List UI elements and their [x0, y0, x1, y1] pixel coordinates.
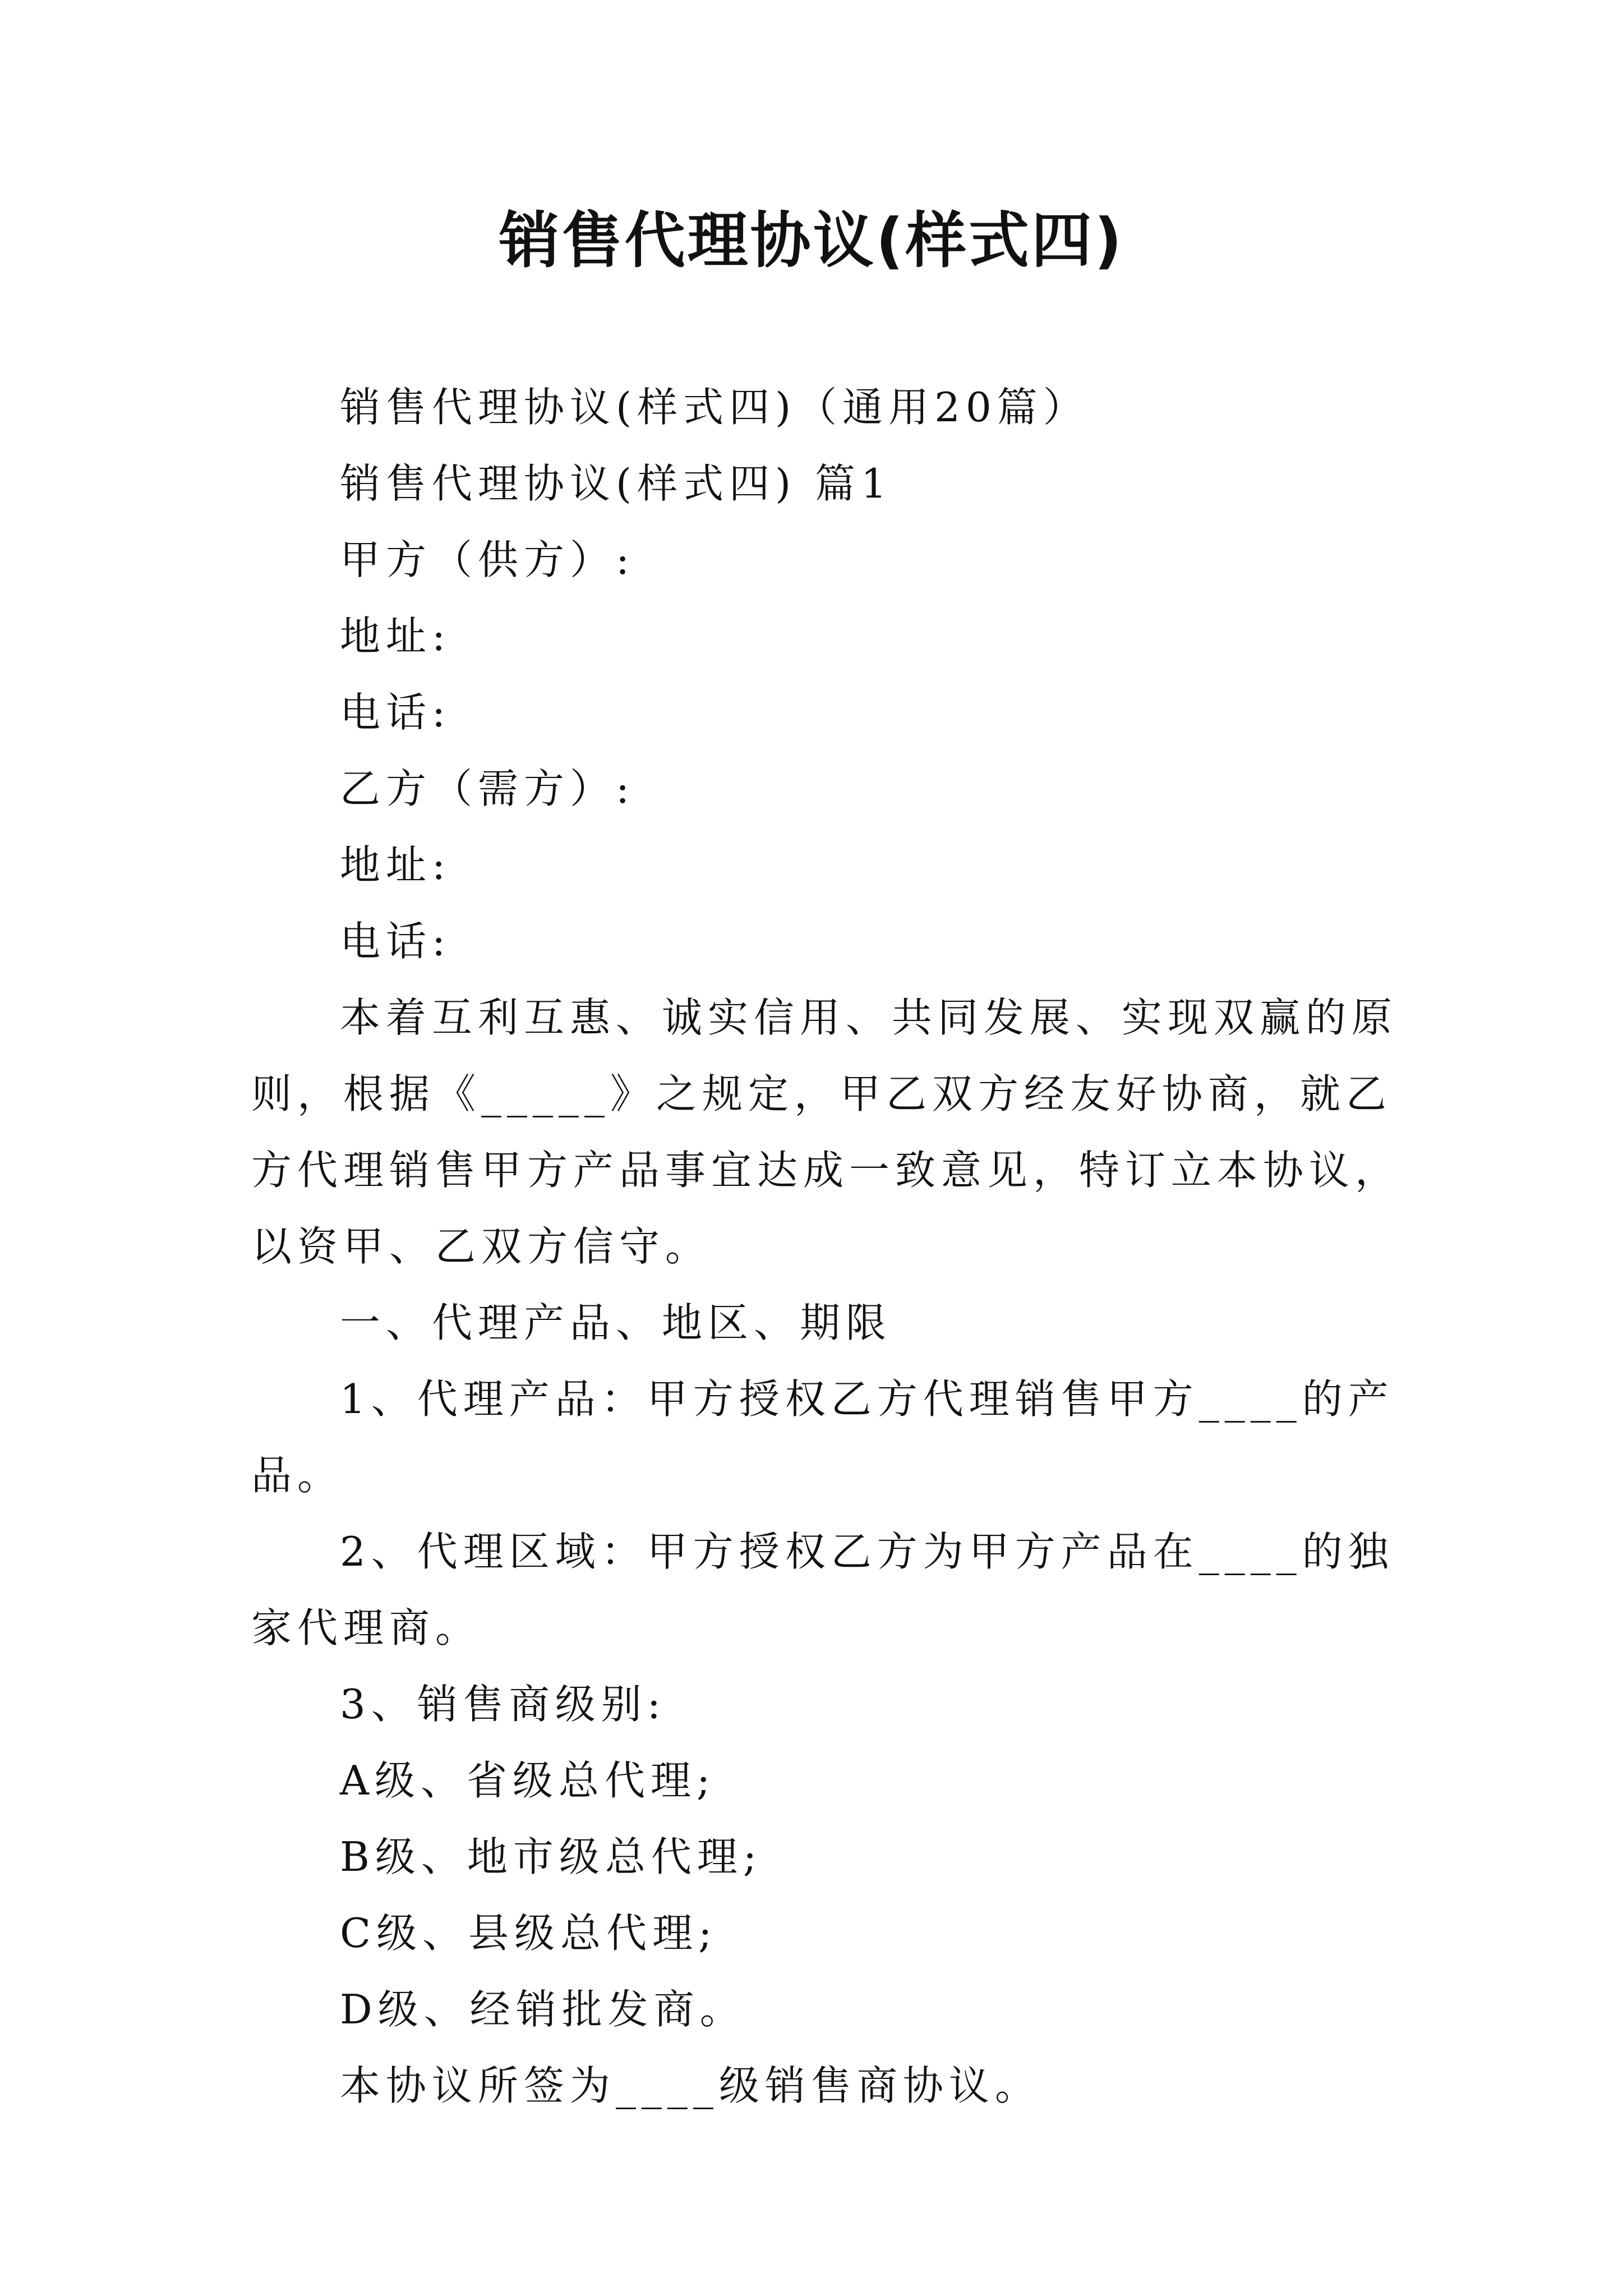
- section-heading: 销售代理协议(样式四) 篇1: [340, 460, 892, 507]
- party-b-phone: 电话:: [340, 918, 451, 965]
- document-body: [251, 369, 1401, 2124]
- level-item: C级、县级总代理;: [340, 1910, 718, 1957]
- subtitle-collection: 销售代理协议(样式四)（通用20篇）: [340, 384, 1089, 431]
- level-item: A级、省级总代理;: [340, 1757, 716, 1804]
- party-b-label: 乙方（需方）:: [340, 765, 635, 812]
- party-a-label: 甲方（供方）:: [340, 536, 635, 583]
- party-b-address: 地址:: [340, 841, 451, 889]
- clause-item: 1、代理产品：甲方授权乙方代理销售甲方____的产品。: [251, 1375, 1394, 1499]
- party-a-phone: 电话:: [340, 689, 451, 736]
- clause-heading: 一、代理产品、地区、期限: [340, 1299, 892, 1346]
- preamble-paragraph: 本着互利互惠、诚实信用、共同发展、实现双赢的原则，根据《_____》之规定，甲乙双方经友好协商，就乙方代理销售甲方产品事宜达成一致意见，特订立本协议，以资甲、乙双方信守。: [251, 994, 1401, 1270]
- clause-item: 3、销售商级别:: [340, 1681, 667, 1728]
- document-title: 销售代理协议(样式四): [499, 206, 1124, 276]
- party-a-address: 地址:: [340, 613, 451, 660]
- level-item: D级、经销批发商。: [340, 1986, 746, 2033]
- agreement-level-line: 本协议所签为____级销售商协议。: [340, 2062, 1041, 2109]
- clause-item: 2、代理区域：甲方授权乙方为甲方产品在____的独家代理商。: [251, 1528, 1394, 1651]
- level-item: B级、地市级总代理;: [340, 1833, 763, 1880]
